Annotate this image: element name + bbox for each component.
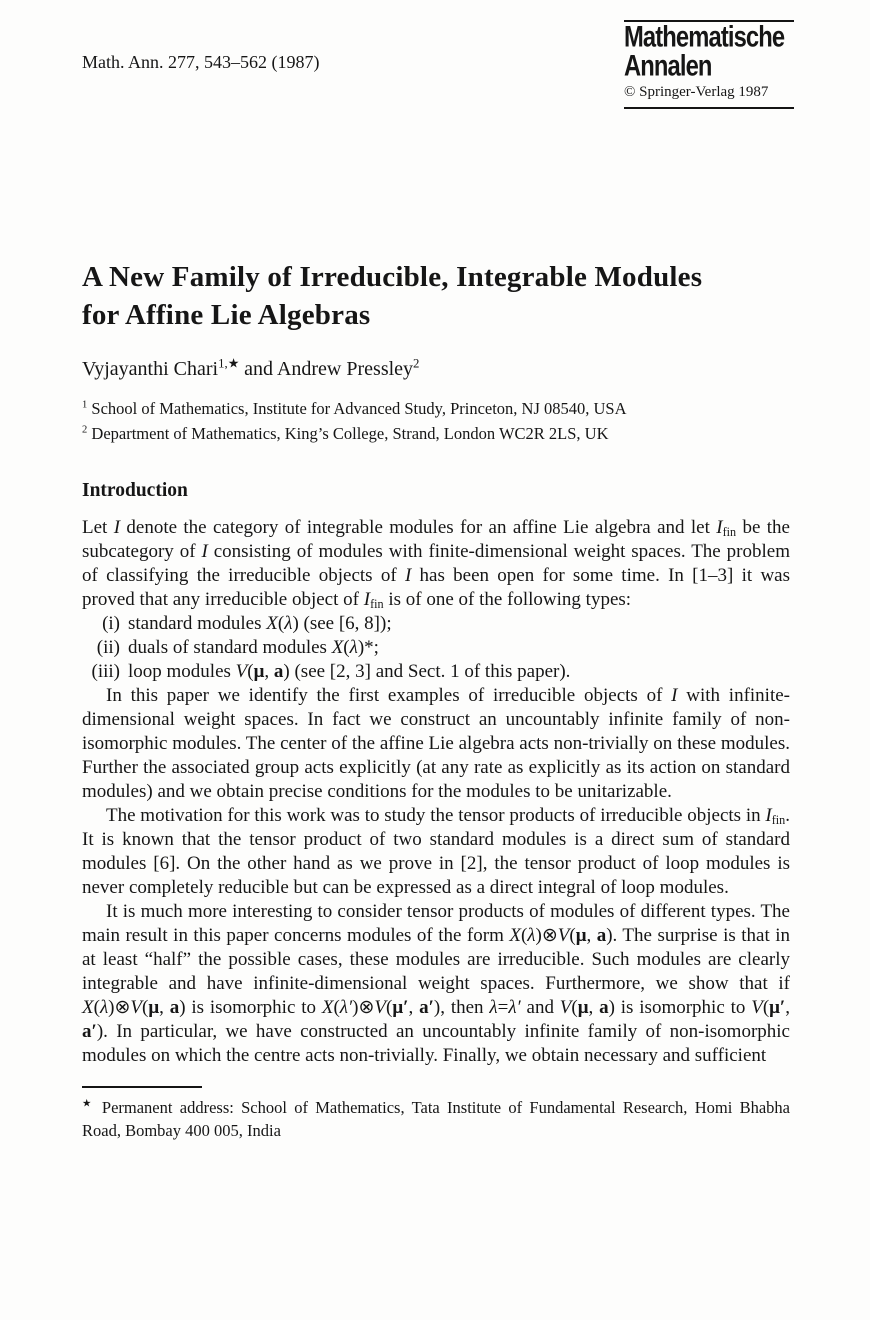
list-item-marker: (ii) <box>96 637 120 658</box>
affiliations <box>82 396 790 446</box>
list-item-marker: (i) <box>102 613 120 634</box>
paragraph-1: Let I denote the category of integrable modules for an affine Lie algebra and let $I_{fin}$ be the subcategory of I consisting of modules with finite-dimensional weight spaces. The problem of classifying the irreducible objects of I has been open for some time. In [1–3] it was proved that any irreducible object of $I_{fin}$ is of one of the following types: <box>82 517 790 612</box>
journal-name-line2: Annalen <box>624 49 712 83</box>
paragraph-3: The motivation for this work was to study the tensor products of irreducible objects in $I_{fin}$. It is known that the tensor product of two standard modules is a direct sum of standard modules [6]. On the other hand as we prove in [2], the tensor product of loop modules is never completely reducible but can be expressed as a direct integral of loop modules. <box>82 805 790 898</box>
copyright-notice: © Springer-Verlag 1987 <box>624 84 769 100</box>
footnote-text: ★ Permanent address: School of Mathematics, Tata Institute of Fundamental Research, Homi Bhabha Road, Bombay 400 005, India <box>82 1098 790 1140</box>
list-item-text: standard modules X(λ) (see [6, 8]); <box>128 613 392 634</box>
list-item-duals <box>82 636 790 660</box>
title-line-1: A New Family of Irreducible, Integrable Modules <box>82 261 703 293</box>
paragraph-2: In this paper we identify the first examples of irreducible objects of I with infinite-dimensional weight spaces. In fact we construct an uncountably infinite family of non-isomorphic modules. The center of the affine Lie algebra acts non-trivially on these modules. Further the associated group acts explicitly (at any rate as explicitly as its action on standard modules) and we obtain precise conditions for the modules to be unitarizable. <box>82 685 790 802</box>
module-type-list <box>82 612 790 684</box>
article-body <box>82 258 790 1142</box>
affiliation-2: $^2$ Department of Mathematics, King’s College, Strand, London WC2R 2LS, UK <box>82 424 609 443</box>
list-item-marker: (iii) <box>91 661 120 682</box>
author-line: Vyjayanthi Chari$^{1,★}$ and Andrew Pressley$^2$ <box>82 356 420 380</box>
list-item-text: duals of standard modules X(λ)*; <box>128 637 379 658</box>
article-title <box>82 258 790 334</box>
paragraph-4: It is much more interesting to consider tensor products of modules of different types. The main result in this paper concerns modules of the form X(λ)⊗V(μ, a). The surprise is that in at least “half” the possible cases, these modules are irreducible. Such modules are clearly integrable and have infinite-dimensional weight spaces. Furthermore, we show that if X(λ)⊗V(μ, a) is isomorphic to X(λ′)⊗V(μ′, a′), then λ=λ′ and V(μ, a) is isomorphic to V(μ′, a′). In particular, we have constructed an uncountably infinite family of non-isomorphic modules on which the centre acts non-trivially. Finally, we obtain necessary and sufficient <box>82 901 791 1066</box>
list-item-text: loop modules V(μ, a) (see [2, 3] and Sect. 1 of this paper). <box>128 661 571 682</box>
section-heading-introduction: Introduction <box>82 480 188 501</box>
journal-name-line1: Mathematische <box>624 20 785 54</box>
journal-citation: Math. Ann. 277, 543–562 (1987) <box>82 52 320 72</box>
logo-rule-bottom <box>624 107 794 109</box>
title-line-2: for Affine Lie Algebras <box>82 299 371 331</box>
journal-logo <box>624 20 794 109</box>
footnote-divider <box>82 1086 202 1088</box>
list-item-loop-modules <box>82 660 790 684</box>
list-item-standard-modules <box>82 612 790 636</box>
affiliation-1: $^1$ School of Mathematics, Institute for Advanced Study, Princeton, NJ 08540, USA <box>82 399 627 418</box>
